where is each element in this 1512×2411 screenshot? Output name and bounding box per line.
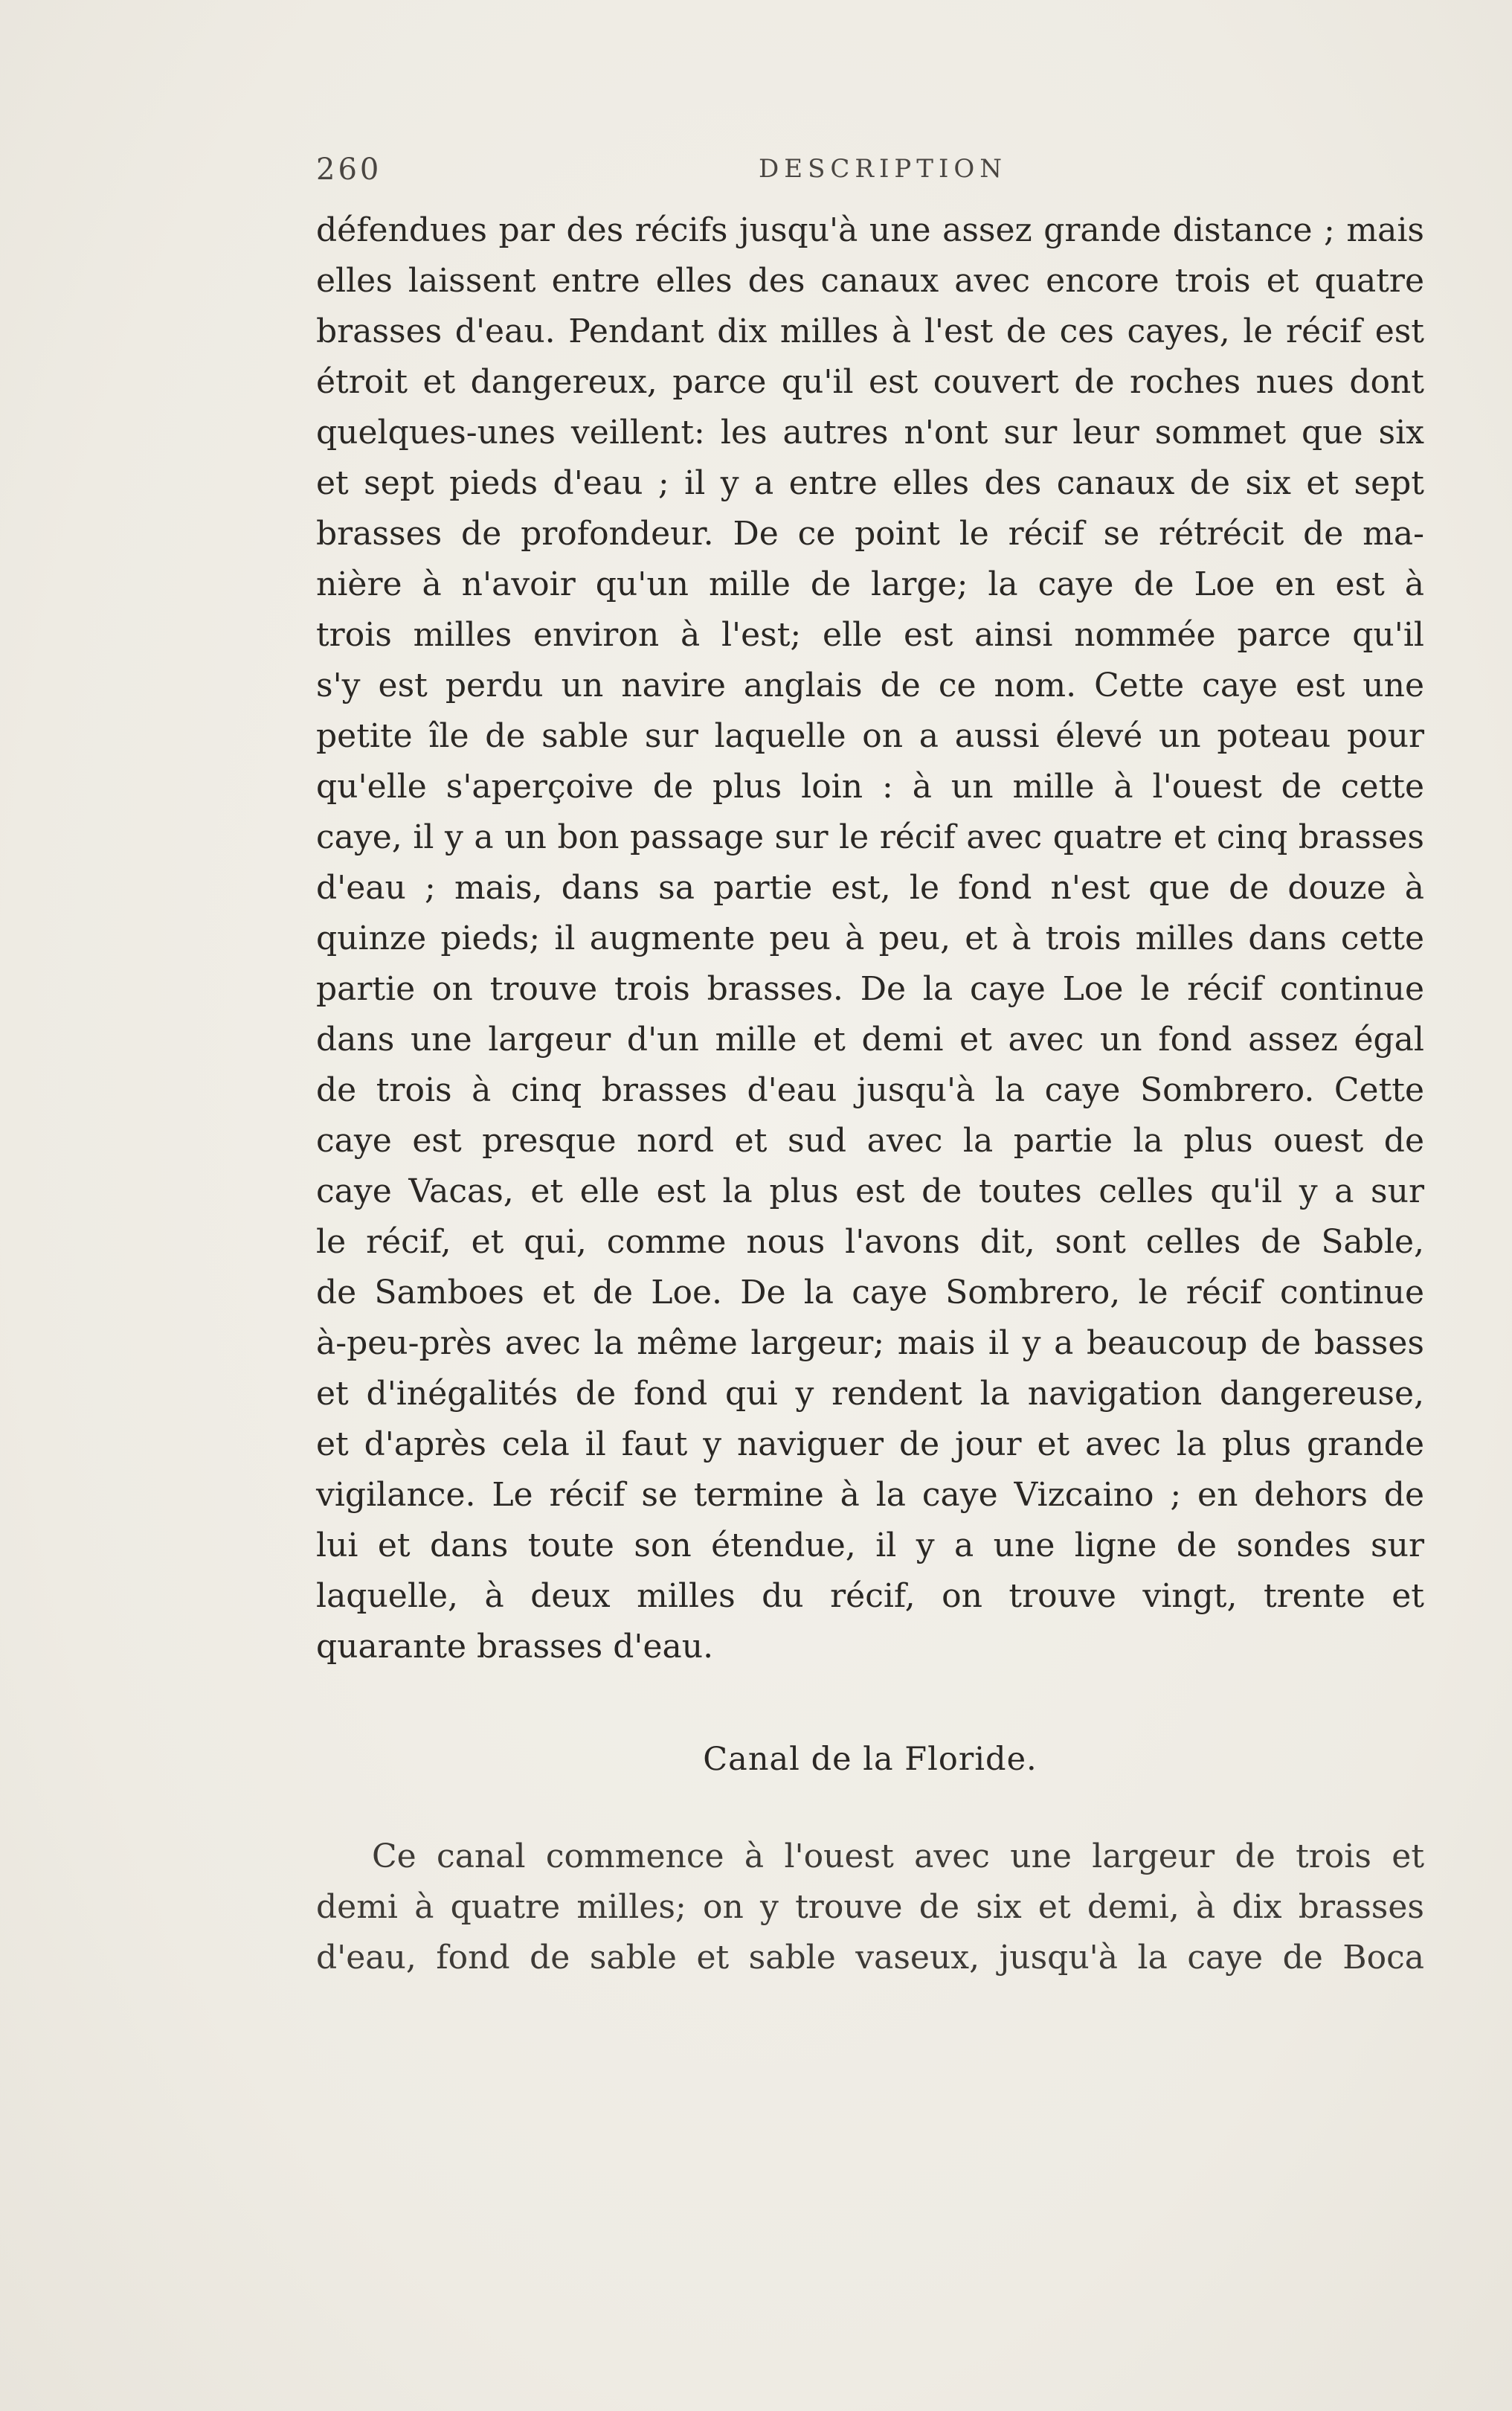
text-line: Ce canal commence à l'ouest avec une largeur de trois et — [372, 1837, 1424, 1875]
text-line: dans une largeur d'un mille et demi et avec un fond assez égal — [316, 1021, 1424, 1059]
text-line: défendues par des récifs jusqu'à une assez grande distance ; mais — [316, 211, 1424, 249]
text-line: petite île de sable sur laquelle on a aussi élevé un poteau pour — [316, 717, 1424, 755]
text-line: qu'elle s'aperçoive de plus loin : à un mille à l'ouest de cette — [316, 768, 1424, 806]
text-line: quinze pieds; il augmente peu à peu, et à trois milles dans cette — [316, 919, 1424, 957]
section-paragraph — [316, 1831, 1424, 1983]
text-line: brasses d'eau. Pendant dix milles à l'est de ces cayes, le récif est — [316, 312, 1424, 350]
text-line: partie on trouve trois brasses. De la caye Loe le récif continue — [316, 970, 1424, 1008]
text-line: étroit et dangereux, parce qu'il est couvert de roches nues dont — [316, 363, 1424, 401]
text-line: lui et dans toute son étendue, il y a une ligne de sondes sur — [316, 1526, 1424, 1564]
text-line: nière à n'avoir qu'un mille de large; la caye de Loe en est à — [316, 565, 1424, 603]
running-head — [316, 153, 1424, 197]
text-line: caye est presque nord et sud avec la partie la plus ouest de — [316, 1122, 1424, 1160]
text-line: elles laissent entre elles des canaux avec encore trois et quatre — [316, 262, 1424, 300]
text-line: quarante brasses d'eau. — [316, 1628, 714, 1666]
text-line: caye Vacas, et elle est la plus est de toutes celles qu'il y a sur — [316, 1172, 1424, 1210]
text-line: et d'après cela il faut y naviguer de jour et avec la plus grande — [316, 1425, 1424, 1463]
main-paragraph — [316, 205, 1424, 1672]
text-line: à-peu-près avec la même largeur; mais il y a beaucoup de basses — [316, 1324, 1424, 1362]
text-line: s'y est perdu un navire anglais de ce nom. Cette caye est une — [316, 667, 1424, 704]
section-heading: Canal de la Floride. — [703, 1741, 1038, 1778]
text-line: laquelle, à deux milles du récif, on trouve vingt, trente et — [316, 1577, 1424, 1615]
text-line: trois milles environ à l'est; elle est ainsi nommée parce qu'il — [316, 616, 1424, 654]
text-line: de trois à cinq brasses d'eau jusqu'à la caye Sombrero. Cette — [316, 1071, 1424, 1109]
text-line: et d'inégalités de fond qui y rendent la navigation dangereuse, — [316, 1375, 1424, 1413]
text-line: quelques-unes veillent: les autres n'ont sur leur sommet que six — [316, 414, 1424, 452]
text-line: d'eau ; mais, dans sa partie est, le fond n'est que de douze à — [316, 869, 1424, 907]
text-line: vigilance. Le récif se termine à la caye Vizcaino ; en dehors de — [316, 1476, 1424, 1514]
text-line: caye, il y a un bon passage sur le récif avec quatre et cinq brasses — [316, 818, 1424, 856]
running-title: DESCRIPTION — [759, 154, 1008, 184]
text-line: de Samboes et de Loe. De la caye Sombrero, le récif continue — [316, 1274, 1424, 1312]
text-line: demi à quatre milles; on y trouve de six et demi, à dix brasses — [316, 1888, 1424, 1926]
text-line: le récif, et qui, comme nous l'avons dit, sont celles de Sable, — [316, 1223, 1424, 1261]
text-line: brasses de profondeur. De ce point le récif se rétrécit de ma- — [316, 515, 1424, 553]
text-line: et sept pieds d'eau ; il y a entre elles des canaux de six et sept — [316, 464, 1424, 502]
page-number: 260 — [316, 153, 382, 187]
text-line: d'eau, fond de sable et sable vaseux, jusqu'à la caye de Boca — [316, 1939, 1424, 1977]
